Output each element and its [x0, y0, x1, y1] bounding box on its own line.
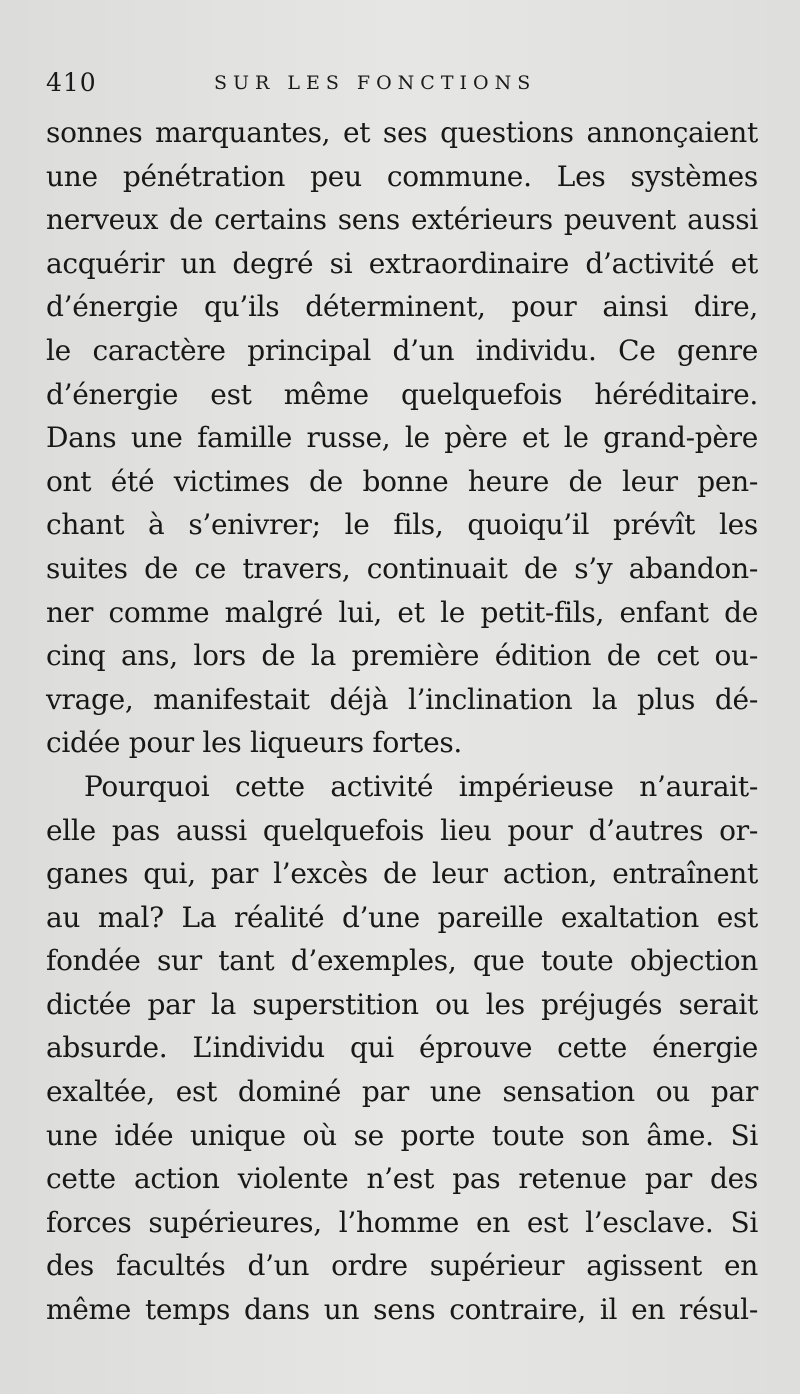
page-number: 410 — [46, 68, 97, 97]
text-line: au mal? La réalité d’une pareille exaltation est — [46, 900, 758, 934]
paragraph-start-line: Pourquoi cette activité impérieuse n’aurait- — [84, 769, 758, 803]
text-line: cette action violente n’est pas retenue par des — [46, 1162, 758, 1196]
text-line: ner comme malgré lui, et le petit-fils, enfant de — [46, 595, 758, 629]
text-line: cinq ans, lors de la première édition de cet ou- — [46, 639, 758, 673]
text-line: acquérir un degré si extraordinaire d’activité et — [46, 246, 758, 280]
text-line: sonnes marquantes, et ses questions annonçaient — [46, 116, 758, 149]
text-line: ganes qui, par l’excès de leur action, entraînent — [46, 857, 758, 891]
text-line: exaltée, est dominé par une sensation ou par — [46, 1075, 758, 1109]
text-line: le caractère principal d’un individu. Ce genre — [46, 333, 758, 367]
running-head — [46, 68, 766, 108]
text-line: absurde. L’individu qui éprouve cette énergie — [46, 1031, 758, 1065]
paragraph-end-line: cidée pour les liqueurs fortes. — [46, 726, 463, 760]
text-line: forces supérieures, l’homme en est l’esclave. Si — [46, 1205, 758, 1239]
text-line: dictée par la superstition ou les préjugés serait — [46, 987, 758, 1021]
text-line: même temps dans un sens contraire, il en résul- — [46, 1293, 758, 1327]
body-text — [46, 111, 758, 1332]
text-line: d’énergie qu’ils déterminent, pour ainsi dire, — [46, 290, 758, 324]
text-line: elle pas aussi quelquefois lieu pour d’autres or- — [46, 813, 758, 847]
text-line: une idée unique où se porte toute son âme. Si — [46, 1118, 758, 1152]
text-line: fondée sur tant d’exemples, que toute objection — [46, 944, 758, 978]
text-line: vrage, manifestait déjà l’inclination la plus dé- — [46, 682, 758, 716]
text-line: une pénétration peu commune. Les systèmes — [46, 159, 758, 193]
text-line: nerveux de certains sens extérieurs peuvent aussi — [46, 203, 758, 237]
text-line: d’énergie est même quelquefois héréditaire. — [46, 377, 758, 411]
running-head-title: SUR LES FONCTIONS — [214, 72, 537, 94]
text-line: des facultés d’un ordre supérieur agissent en — [46, 1249, 758, 1283]
text-line: Dans une famille russe, le père et le grand-père — [46, 421, 758, 455]
text-line: suites de ce travers, continuait de s’y abandon- — [46, 551, 758, 585]
text-line: ont été victimes de bonne heure de leur pen- — [46, 464, 758, 498]
text-line: chant à s’enivrer; le fils, quoiqu’il prévît les — [46, 508, 758, 542]
